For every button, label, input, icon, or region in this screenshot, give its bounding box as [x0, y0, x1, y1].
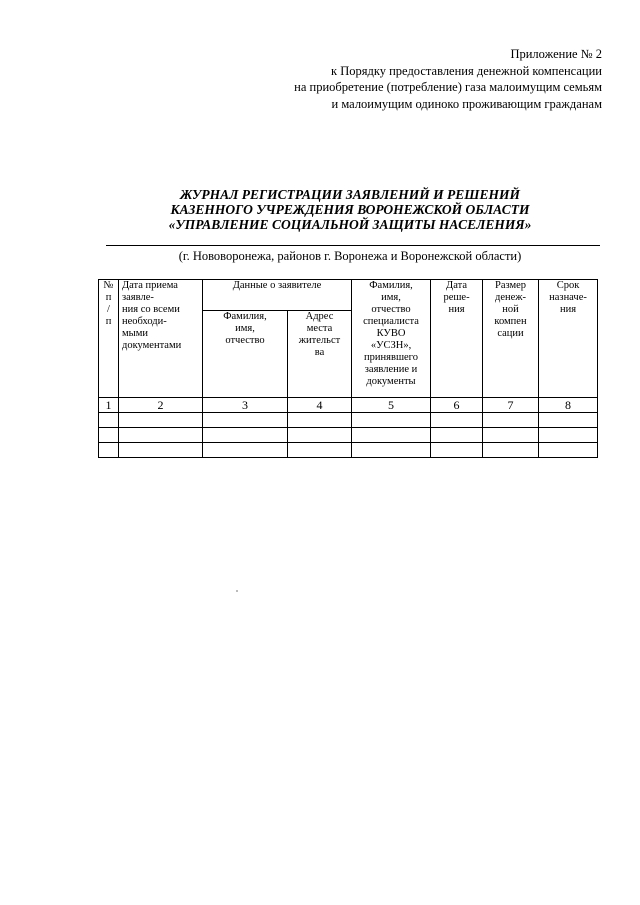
document-title [100, 187, 600, 232]
empty-cell [119, 443, 203, 458]
column-number: 3 [203, 398, 288, 413]
document-subtitle: (г. Нововоронежа, районов г. Воронежа и Воронежской области) [178, 249, 522, 263]
header-text: Срок назначе- ния [549, 280, 587, 315]
header-text: Фамилия, имя, отчество [223, 311, 267, 346]
empty-cell [483, 413, 539, 428]
header-assignment-period [539, 280, 598, 398]
empty-cell [352, 413, 431, 428]
empty-cell [119, 428, 203, 443]
empty-cell [99, 443, 119, 458]
appendix-line: на приобретение (потребление) газа малоимущим семьям [294, 80, 602, 94]
column-number: 5 [352, 398, 431, 413]
header-compensation-amount [483, 280, 539, 398]
header-text: Фамилия, имя, отчество специалиста КУВО «УСЗН», принявшего заявление и документы [363, 280, 419, 387]
column-number: 6 [431, 398, 483, 413]
header-decision-date [431, 280, 483, 398]
appendix-block [294, 46, 602, 112]
header-text: Данные о заявителе [232, 280, 322, 291]
appendix-line: к Порядку предоставления денежной компенсации [331, 63, 602, 78]
empty-cell [483, 443, 539, 458]
empty-cell [352, 443, 431, 458]
empty-cell [431, 428, 483, 443]
empty-table-row [99, 428, 598, 443]
empty-cell [119, 413, 203, 428]
empty-cell [203, 428, 288, 443]
column-number-row [99, 398, 598, 413]
column-number: 2 [119, 398, 203, 413]
empty-cell [539, 428, 598, 443]
empty-cell [203, 413, 288, 428]
appendix-line: и малоимущим одиноко проживающим гражданам [331, 96, 602, 111]
empty-cell [431, 413, 483, 428]
header-specialist [352, 280, 431, 398]
header-applicant-group [203, 280, 352, 311]
empty-cell [288, 428, 352, 443]
header-date-received [119, 280, 203, 398]
title-line: КАЗЕННОГО УЧРЕЖДЕНИЯ ВОРОНЕЖСКОЙ ОБЛАСТИ [170, 202, 530, 217]
header-text: Дата приема заявле- ния со всеми необходи- мыми документами [122, 280, 182, 351]
empty-cell [539, 413, 598, 428]
scan-speck [236, 590, 238, 592]
empty-cell [539, 443, 598, 458]
header-text: Размер денеж- ной компен сации [494, 280, 527, 339]
empty-cell [99, 428, 119, 443]
header-text: Дата реше- ния [443, 280, 470, 315]
header-number [99, 280, 119, 398]
header-text: № п / п [103, 280, 114, 327]
header-applicant-name [203, 311, 288, 398]
empty-cell [203, 443, 288, 458]
column-number: 4 [288, 398, 352, 413]
title-underline [106, 245, 600, 246]
title-line: ЖУРНАЛ РЕГИСТРАЦИИ ЗАЯВЛЕНИЙ И РЕШЕНИЙ [180, 187, 520, 202]
column-number: 1 [99, 398, 119, 413]
empty-cell [431, 443, 483, 458]
title-line: «УПРАВЛЕНИЕ СОЦИАЛЬНОЙ ЗАЩИТЫ НАСЕЛЕНИЯ» [168, 217, 532, 232]
empty-cell [99, 413, 119, 428]
empty-cell [352, 428, 431, 443]
empty-cell [483, 428, 539, 443]
column-number: 7 [483, 398, 539, 413]
header-text: Адрес места жительст ва [298, 311, 341, 358]
appendix-line: Приложение № 2 [510, 47, 602, 61]
journal-table [98, 279, 598, 458]
empty-table-row [99, 443, 598, 458]
empty-table-row [99, 413, 598, 428]
empty-cell [288, 443, 352, 458]
column-number: 8 [539, 398, 598, 413]
header-applicant-address [288, 311, 352, 398]
empty-cell [288, 413, 352, 428]
